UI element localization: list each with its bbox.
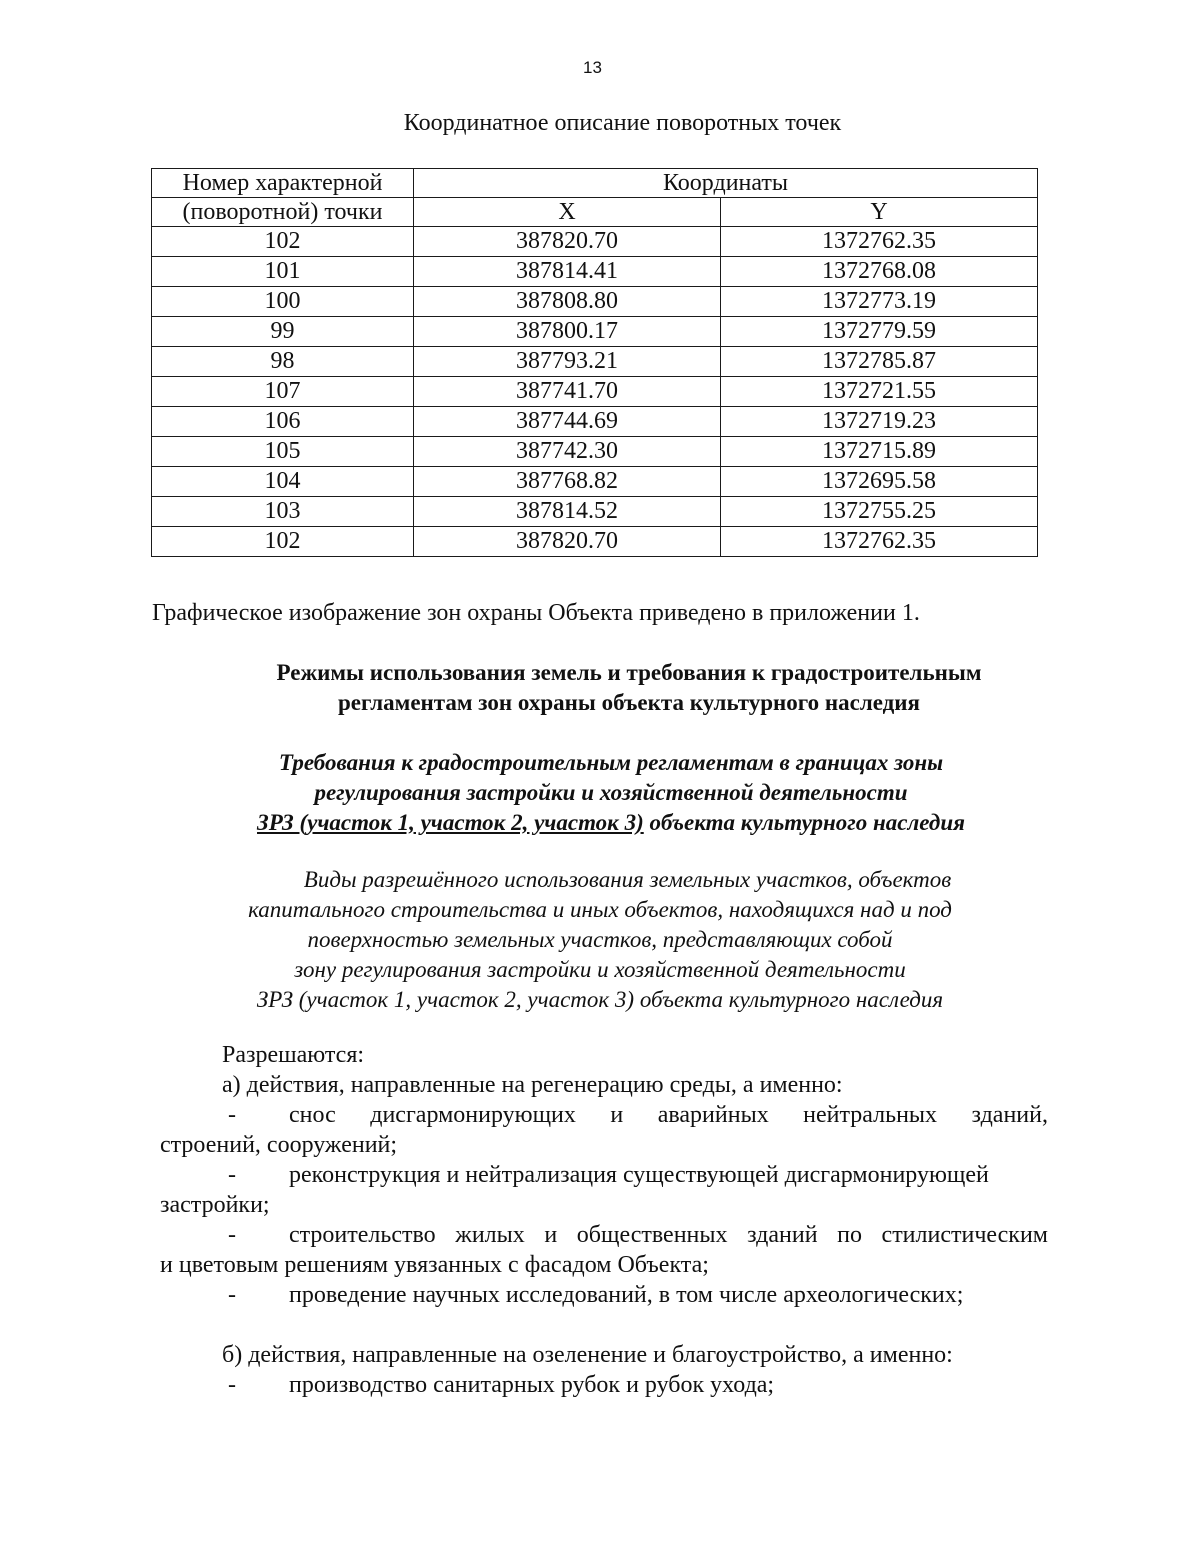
list-item <box>160 1370 1048 1400</box>
uses-heading <box>0 865 1200 1015</box>
dash: - <box>228 1222 236 1248</box>
cell-point: 104 <box>152 467 414 497</box>
list-item <box>160 1160 1048 1220</box>
table-row <box>152 497 1038 527</box>
page-number: 13 <box>583 58 602 77</box>
table-row <box>152 377 1038 407</box>
item-text: реконструкция и нейтрализация существующей дисгармонирующей <box>289 1162 989 1188</box>
item-text-cont: строений, сооружений; <box>160 1132 398 1158</box>
cell-y: 1372695.58 <box>721 467 1038 497</box>
section-heading-line: регламентам зон охраны объекта культурного наследия <box>337 690 921 715</box>
dash: - <box>228 1162 236 1188</box>
cell-point: 99 <box>152 317 414 347</box>
cell-x: 387744.69 <box>414 407 721 437</box>
table-row <box>152 257 1038 287</box>
cell-point: 107 <box>152 377 414 407</box>
table-row <box>152 407 1038 437</box>
uses-heading-line: ЗРЗ (участок 1, участок 2, участок 3) объекта культурного наследия <box>256 987 944 1012</box>
cell-x: 387820.70 <box>414 227 721 257</box>
header-point-line1: Номер характерной <box>152 169 414 198</box>
cell-y: 1372762.35 <box>721 227 1038 257</box>
dash: - <box>228 1102 236 1128</box>
cell-point: 103 <box>152 497 414 527</box>
table-row <box>152 347 1038 377</box>
zone-code-underlined: ЗРЗ (участок 1, участок 2, участок 3) <box>257 810 644 835</box>
uses-heading-line: поверхностью земельных участков, представляющих собой <box>307 927 893 952</box>
coordinates-table <box>151 168 1038 557</box>
cell-x: 387741.70 <box>414 377 721 407</box>
header-point-line2: (поворотной) точки <box>152 198 414 227</box>
cell-y: 1372785.87 <box>721 347 1038 377</box>
section-heading-line: Режимы использования земель и требования к градостроительным <box>276 660 982 685</box>
list-item <box>160 1220 1048 1280</box>
subheading-rest: объекта культурного наследия <box>643 810 965 835</box>
cell-point: 101 <box>152 257 414 287</box>
cell-point: 100 <box>152 287 414 317</box>
uses-heading-line: капитального строительства и иных объектов, находящихся над и под <box>248 897 952 922</box>
cell-y: 1372768.08 <box>721 257 1038 287</box>
cell-x: 387808.80 <box>414 287 721 317</box>
subheading-line <box>0 808 1200 838</box>
list-item <box>160 1280 1048 1310</box>
uses-heading-line: Виды разрешённого использования земельных участков, объектов <box>303 867 952 892</box>
dash: - <box>228 1372 236 1398</box>
item-text: проведение научных исследований, в том числе археологических; <box>289 1282 964 1308</box>
cell-y: 1372773.19 <box>721 287 1038 317</box>
item-text-cont: и цветовым решениям увязанных с фасадом Объекта; <box>160 1252 709 1278</box>
item-text: снос дисгармонирующих и аварийных нейтральных зданий, <box>289 1102 1048 1128</box>
table-body <box>152 227 1038 557</box>
cell-y: 1372715.89 <box>721 437 1038 467</box>
table-row <box>152 287 1038 317</box>
cell-x: 387768.82 <box>414 467 721 497</box>
cell-x: 387800.17 <box>414 317 721 347</box>
subheading-line: регулирования застройки и хозяйственной деятельности <box>314 780 908 805</box>
allowed-label: Разрешаются: <box>222 1042 365 1068</box>
subheading <box>0 748 1200 838</box>
item-text: производство санитарных рубок и рубок ухода; <box>289 1372 775 1398</box>
cell-point: 102 <box>152 227 414 257</box>
cell-y: 1372719.23 <box>721 407 1038 437</box>
section-b-title: б) действия, направленные на озеленение и благоустройство, а именно: <box>222 1342 953 1368</box>
table-row <box>152 467 1038 497</box>
table-row <box>152 527 1038 557</box>
cell-y: 1372762.35 <box>721 527 1038 557</box>
cell-point: 105 <box>152 437 414 467</box>
allowed-section <box>160 1040 1048 1400</box>
item-text-cont: застройки; <box>160 1192 270 1218</box>
item-text: строительство жилых и общественных зданий по стилистическим <box>289 1222 1048 1248</box>
section-heading <box>0 658 1200 718</box>
subheading-line: Требования к градостроительным регламентам в границах зоны <box>278 750 944 775</box>
cell-x: 387820.70 <box>414 527 721 557</box>
cell-x: 387742.30 <box>414 437 721 467</box>
header-coordinates: Координаты <box>414 169 1038 198</box>
cell-y: 1372721.55 <box>721 377 1038 407</box>
cell-y: 1372755.25 <box>721 497 1038 527</box>
cell-point: 106 <box>152 407 414 437</box>
cell-x: 387814.52 <box>414 497 721 527</box>
uses-heading-line: зону регулирования застройки и хозяйственной деятельности <box>294 957 906 982</box>
cell-x: 387814.41 <box>414 257 721 287</box>
dash: - <box>228 1282 236 1308</box>
table-row <box>152 317 1038 347</box>
table-row <box>152 437 1038 467</box>
table-title: Координатное описание поворотных точек <box>403 110 842 136</box>
list-item <box>160 1100 1048 1160</box>
table-row <box>152 227 1038 257</box>
cell-x: 387793.21 <box>414 347 721 377</box>
cell-y: 1372779.59 <box>721 317 1038 347</box>
header-y: Y <box>721 198 1038 227</box>
header-x: X <box>414 198 721 227</box>
section-a-title: а) действия, направленные на регенерацию среды, а именно: <box>222 1072 843 1098</box>
graphic-note: Графическое изображение зон охраны Объекта приведено в приложении 1. <box>152 600 920 626</box>
cell-point: 102 <box>152 527 414 557</box>
cell-point: 98 <box>152 347 414 377</box>
